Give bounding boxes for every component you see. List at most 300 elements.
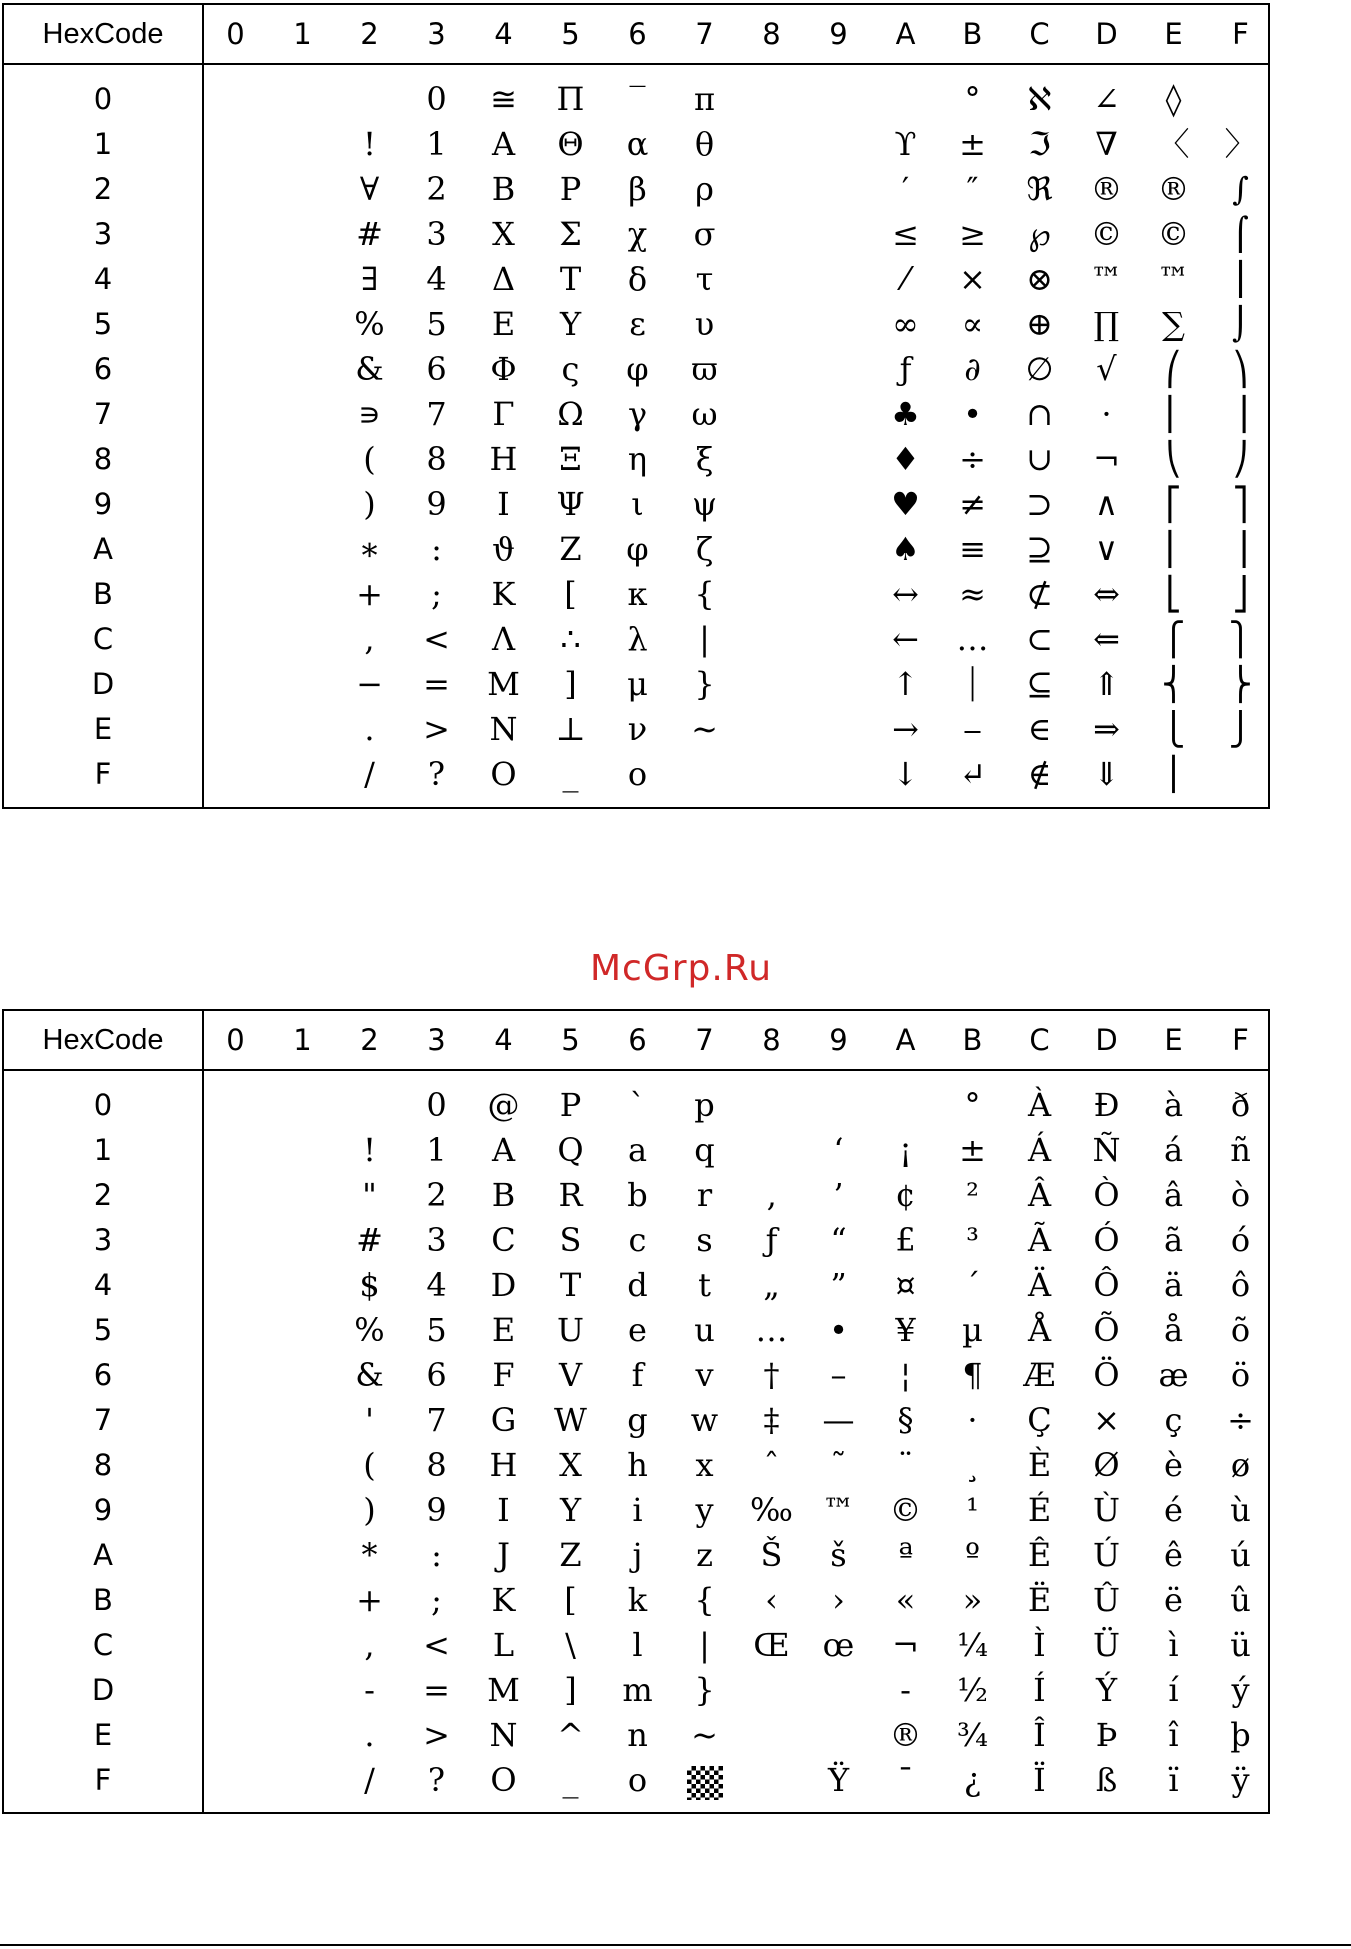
char-cell: ¾ [956, 1716, 988, 1754]
char-cell: : [431, 530, 442, 568]
char-cell: î [1168, 1716, 1179, 1754]
char-cell: < [423, 1626, 450, 1664]
char-cell: Œ [753, 1626, 790, 1664]
char-cell: Y [559, 1491, 582, 1529]
char-cell: Ã [1027, 1221, 1052, 1259]
char-cell: φ [626, 350, 649, 388]
char-cell: ™ [822, 1491, 855, 1529]
row-header: 8 [93, 1448, 113, 1482]
char-cell: Ë [1027, 1581, 1052, 1619]
char-cell: ⎧ [1161, 620, 1186, 658]
row-header: A [93, 1538, 113, 1572]
char-cell: θ [694, 125, 715, 163]
char-cell: δ [627, 260, 648, 298]
char-cell: { [694, 575, 715, 613]
char-cell: ≥ [959, 215, 986, 253]
column-header: 3 [427, 1023, 446, 1057]
char-cell: Ì [1033, 1626, 1046, 1664]
char-cell: g [627, 1401, 648, 1439]
char-cell: 3 [426, 1221, 447, 1259]
char-cell: ä [1163, 1266, 1184, 1304]
row-header: 5 [93, 307, 113, 341]
char-cell: Ν [489, 710, 518, 748]
char-cell: ¤ [895, 1266, 916, 1304]
char-cell: ! [363, 125, 376, 163]
char-cell: _ [562, 755, 579, 793]
char-cell: Α [491, 125, 516, 163]
char-cell: ≠ [959, 485, 986, 523]
char-cell: ∩ [1026, 395, 1053, 433]
char-cell: y [695, 1491, 714, 1529]
char-cell: ϑ [492, 530, 515, 568]
char-cell: ″ [966, 170, 979, 208]
char-cell: M [487, 1671, 520, 1709]
char-cell: ∑ [1162, 305, 1185, 343]
char-cell: ⎠ [1232, 440, 1249, 478]
char-cell: V [558, 1356, 583, 1394]
char-cell: ∈ [1027, 710, 1052, 748]
char-cell: Ï [1033, 1761, 1046, 1799]
char-cell: ⇓ [1093, 755, 1120, 793]
char-cell: e [628, 1311, 647, 1349]
char-cell: ∇ [1095, 125, 1118, 163]
char-cell: ♥ [891, 485, 920, 523]
column-header: A [895, 17, 916, 51]
char-cell: ∧ [1094, 485, 1119, 523]
char-cell: ∨ [1094, 530, 1119, 568]
char-cell: É [1027, 1491, 1052, 1529]
column-header: F [1232, 17, 1249, 51]
char-cell: l [632, 1626, 643, 1664]
column-header: 5 [561, 17, 580, 51]
char-cell: b [627, 1176, 648, 1214]
char-cell: ι [631, 485, 644, 523]
char-cell: è [1164, 1446, 1183, 1484]
char-cell: ¬ [1093, 440, 1120, 478]
char-cell: Ρ [559, 170, 582, 208]
char-cell: „ [763, 1266, 780, 1304]
char-cell: $ [359, 1266, 380, 1304]
char-cell: ‹ [765, 1581, 778, 1619]
char-cell: 0 [426, 1086, 447, 1124]
char-cell: Í [1033, 1671, 1046, 1709]
row-header: B [93, 577, 113, 611]
char-cell: d [627, 1266, 648, 1304]
char-cell: 〈 [1157, 125, 1190, 163]
char-cell: Ò [1093, 1176, 1120, 1214]
char-cell: [ [564, 575, 577, 613]
char-cell: ª [897, 1536, 914, 1574]
char-cell: ° [964, 80, 981, 118]
char-cell: § [897, 1401, 914, 1439]
char-cell: o [627, 1761, 648, 1799]
char-cell: ’ [833, 1176, 844, 1214]
char-cell: Τ [559, 260, 582, 298]
char-cell: ⎣ [1165, 575, 1182, 613]
char-cell: ⎛ [1165, 350, 1182, 388]
char-cell: © [889, 1491, 922, 1529]
column-header: C [1029, 1023, 1050, 1057]
char-cell: & [355, 1356, 384, 1394]
char-cell: G [490, 1401, 517, 1439]
char-cell: [ [564, 1581, 577, 1619]
char-cell: ↔ [892, 575, 919, 613]
char-cell: à [1163, 1086, 1184, 1124]
column-header: E [1164, 1023, 1183, 1057]
char-cell: # [356, 1221, 383, 1259]
char-cell: x [695, 1446, 714, 1484]
char-cell: Μ [487, 665, 520, 703]
char-cell: 6 [426, 350, 447, 388]
char-cell: ^ [557, 1716, 584, 1754]
char-cell: ‚ [766, 1176, 777, 1214]
column-divider [202, 1011, 204, 1812]
char-cell: Ô [1093, 1266, 1120, 1304]
char-cell: 0 [426, 80, 447, 118]
row-header: D [91, 1673, 115, 1707]
char-cell: ó [1230, 1221, 1251, 1259]
char-cell: * [361, 1536, 378, 1574]
column-header: 9 [829, 1023, 848, 1057]
char-cell: 8 [426, 440, 447, 478]
char-cell: Ξ [559, 440, 582, 478]
column-header: 4 [494, 17, 513, 51]
char-cell: + [356, 575, 383, 613]
char-cell: ] [564, 1671, 577, 1709]
char-cell: ♦ [891, 440, 920, 478]
column-header: 0 [226, 17, 245, 51]
char-cell: ⌡ [1232, 305, 1249, 343]
char-cell: ⎞ [1232, 350, 1249, 388]
char-cell: Ù [1093, 1491, 1120, 1529]
char-cell: ± [959, 125, 986, 163]
char-cell: û [1230, 1581, 1251, 1619]
column-header: D [1095, 17, 1118, 51]
char-cell: Þ [1095, 1716, 1118, 1754]
char-cell: ü [1230, 1626, 1251, 1664]
char-cell: ∫ [1232, 170, 1249, 208]
char-cell: m [622, 1671, 653, 1709]
char-cell: X [559, 1446, 582, 1484]
char-cell: ( [363, 440, 376, 478]
symbol-character-table [2, 3, 1270, 809]
row-header: A [93, 532, 113, 566]
row-header: 7 [93, 397, 113, 431]
char-cell: ⎬ [1228, 665, 1253, 703]
char-cell: ∗ [358, 530, 381, 568]
char-cell: é [1164, 1491, 1183, 1529]
row-header: F [94, 1763, 112, 1797]
char-cell: − [356, 665, 383, 703]
char-cell: 8 [426, 1446, 447, 1484]
column-header: 3 [427, 17, 446, 51]
char-cell: º [964, 1536, 981, 1574]
char-cell: ] [564, 665, 577, 703]
char-cell: Σ [559, 215, 582, 253]
char-cell: ) [363, 1491, 376, 1529]
char-cell: i [632, 1491, 643, 1529]
char-cell: Ω [557, 395, 584, 433]
char-cell: Γ [492, 395, 515, 433]
char-cell: N [489, 1716, 518, 1754]
char-cell: I [497, 1491, 510, 1529]
char-cell: K [491, 1581, 516, 1619]
char-cell: β [628, 170, 647, 208]
char-cell: µ [962, 1311, 983, 1349]
row-header: 3 [93, 217, 113, 251]
shade-block-icon [687, 1766, 723, 1800]
column-header: 7 [695, 1023, 714, 1057]
char-cell: Ο [490, 755, 517, 793]
char-cell: A [491, 1131, 516, 1169]
row-header: 4 [93, 1268, 113, 1302]
char-cell: ¹ [966, 1491, 979, 1529]
char-cell: . [364, 710, 375, 748]
char-cell: • [829, 1311, 848, 1349]
char-cell: Ý [1095, 1671, 1118, 1709]
char-cell: : [431, 1536, 442, 1574]
char-cell: ο [627, 755, 648, 793]
char-cell: ⎭ [1228, 710, 1253, 748]
char-cell: / [364, 755, 375, 793]
char-cell: ⎦ [1232, 575, 1249, 613]
column-header: 6 [628, 1023, 647, 1057]
char-cell: þ [1230, 1716, 1251, 1754]
char-cell: ™ [1157, 260, 1190, 298]
column-header: E [1164, 17, 1183, 51]
char-cell: ⎝ [1165, 440, 1182, 478]
char-cell: 1 [426, 125, 447, 163]
char-cell: π [693, 80, 716, 118]
char-cell: ‾ [629, 80, 646, 118]
row-header: E [93, 1718, 113, 1752]
char-cell: Ι [497, 485, 510, 523]
char-cell: | [699, 1626, 710, 1664]
char-cell: õ [1230, 1311, 1251, 1349]
char-cell: u [694, 1311, 715, 1349]
row-header: 3 [93, 1223, 113, 1257]
column-header: 8 [762, 17, 781, 51]
char-cell: ² [966, 1176, 979, 1214]
char-cell: 6 [426, 1356, 447, 1394]
char-cell: Φ [490, 350, 517, 388]
char-cell: a [627, 1131, 648, 1169]
char-cell: ∂ [964, 350, 981, 388]
char-cell: { [694, 1581, 715, 1619]
char-cell: ε [629, 305, 646, 343]
char-cell: 4 [426, 260, 447, 298]
char-cell: & [355, 350, 384, 388]
char-cell: Â [1027, 1176, 1052, 1214]
row-header: 1 [93, 1133, 113, 1167]
char-cell: ÷ [959, 440, 986, 478]
char-cell: Ó [1093, 1221, 1120, 1259]
char-cell: ‰ [750, 1491, 793, 1529]
char-cell: ¥ [895, 1311, 916, 1349]
char-cell: ∴ [560, 620, 581, 658]
char-cell: ¦ [900, 1356, 911, 1394]
char-cell: † [763, 1356, 780, 1394]
char-cell: v [695, 1356, 714, 1394]
column-header: 4 [494, 1023, 513, 1057]
char-cell: ρ [695, 170, 714, 208]
char-cell: J [497, 1536, 510, 1574]
char-cell: Ü [1093, 1626, 1120, 1664]
char-cell: ℑ [1028, 125, 1051, 163]
char-cell: ´ [964, 1266, 981, 1304]
char-cell: % [354, 305, 385, 343]
char-cell: ⊕ [1026, 305, 1053, 343]
char-cell: Û [1093, 1581, 1120, 1619]
column-header: 1 [293, 1023, 312, 1057]
char-cell: κ [627, 575, 648, 613]
char-cell: ↵ [959, 755, 986, 793]
column-header: B [962, 17, 983, 51]
char-cell: 〉 [1224, 125, 1257, 163]
char-cell: 2 [426, 1176, 447, 1214]
char-cell: ã [1163, 1221, 1184, 1259]
char-cell: ( [363, 1446, 376, 1484]
char-cell: ↓ [892, 755, 919, 793]
char-cell: © [1157, 215, 1190, 253]
char-cell: ¿ [963, 1761, 982, 1799]
column-header: A [895, 1023, 916, 1057]
char-cell: £ [895, 1221, 916, 1259]
char-cell: φ [626, 530, 649, 568]
row-header: 9 [93, 487, 113, 521]
char-cell: ¡ [899, 1131, 912, 1169]
char-cell: ± [959, 1131, 986, 1169]
char-cell: Ø [1093, 1446, 1120, 1484]
char-cell: ⋅ [1101, 395, 1112, 433]
char-cell: ξ [695, 440, 714, 478]
char-cell: ® [889, 1716, 922, 1754]
char-cell: ˜ [830, 1446, 847, 1484]
char-cell: Ä [1027, 1266, 1052, 1304]
char-cell: 9 [426, 1491, 447, 1529]
char-cell: • [963, 395, 982, 433]
char-cell: p [694, 1086, 715, 1124]
char-cell: , [364, 1626, 375, 1664]
char-cell: ⇔ [1093, 575, 1120, 613]
char-cell: j [632, 1536, 643, 1574]
char-cell: Q [557, 1131, 584, 1169]
char-cell: T [559, 1266, 582, 1304]
char-cell: _ [562, 1761, 579, 1799]
char-cell: ì [1168, 1626, 1179, 1664]
char-cell: ! [363, 1131, 376, 1169]
char-cell: Υ [559, 305, 582, 343]
char-cell: ∠ [1093, 80, 1120, 118]
char-cell: ≤ [892, 215, 919, 253]
char-cell: ; [431, 575, 442, 613]
char-cell: ë [1164, 1581, 1183, 1619]
char-cell: Î [1033, 1716, 1046, 1754]
latin-character-table [2, 1009, 1270, 1814]
char-cell: C [491, 1221, 516, 1259]
char-cell: ƒ [765, 1221, 778, 1259]
row-header: E [93, 712, 113, 746]
char-cell: } [694, 665, 715, 703]
char-cell: D [490, 1266, 517, 1304]
char-cell: ¸ [964, 1446, 981, 1484]
row-header: 1 [93, 127, 113, 161]
char-cell: ⇑ [1093, 665, 1120, 703]
char-cell: ø [1230, 1446, 1251, 1484]
char-cell: ß [1095, 1761, 1118, 1799]
char-cell: ê [1164, 1536, 1183, 1574]
char-cell: - [900, 1671, 911, 1709]
char-cell: 9 [426, 485, 447, 523]
char-cell: í [1168, 1671, 1179, 1709]
char-cell: ⊄ [1026, 575, 1053, 613]
row-header: C [92, 1628, 114, 1662]
char-cell: η [627, 440, 648, 478]
char-cell: — [822, 1401, 855, 1439]
char-cell: ï [1168, 1761, 1179, 1799]
char-cell: ω [691, 395, 718, 433]
char-cell: ô [1230, 1266, 1251, 1304]
row-header: 2 [93, 1178, 113, 1212]
char-cell: ∅ [1025, 350, 1054, 388]
char-cell: ÿ [1231, 1761, 1250, 1799]
char-cell: h [627, 1446, 648, 1484]
char-cell: L [492, 1626, 515, 1664]
char-cell: Å [1027, 1311, 1052, 1349]
char-cell: ù [1230, 1491, 1251, 1529]
char-cell: ⊥ [555, 710, 586, 748]
char-cell: Ñ [1092, 1131, 1121, 1169]
char-cell: ≡ [959, 530, 986, 568]
char-cell: â [1163, 1176, 1184, 1214]
char-cell: R [558, 1176, 583, 1214]
char-cell: ψ [691, 485, 718, 523]
char-cell: ¬ [892, 1626, 919, 1664]
column-header: 9 [829, 17, 848, 51]
char-cell: ⎮ [1232, 260, 1249, 298]
char-cell: ‡ [763, 1401, 780, 1439]
char-cell: 7 [426, 395, 447, 433]
char-cell: Ú [1093, 1536, 1120, 1574]
char-cell: " [362, 1176, 377, 1214]
char-cell: ⊃ [1026, 485, 1053, 523]
char-cell: ϖ [691, 350, 718, 388]
char-cell: ⎡ [1165, 485, 1182, 523]
char-cell: ⊗ [1026, 260, 1053, 298]
char-cell: á [1163, 1131, 1184, 1169]
char-cell: λ [627, 620, 648, 658]
char-cell: < [423, 620, 450, 658]
char-cell: › [832, 1581, 845, 1619]
char-cell: ≈ [959, 575, 986, 613]
char-cell: B [491, 1176, 516, 1214]
char-cell: √ [1096, 350, 1117, 388]
row-header: F [94, 757, 112, 791]
char-cell: Θ [557, 125, 584, 163]
char-cell: À [1027, 1086, 1052, 1124]
char-cell: S [559, 1221, 582, 1259]
char-cell: ò [1230, 1176, 1251, 1214]
char-cell: ¯ [897, 1761, 914, 1799]
char-cell: ♣ [891, 395, 920, 433]
char-cell: ′ [901, 170, 910, 208]
char-cell: ← [892, 620, 919, 658]
char-cell: æ [1158, 1356, 1189, 1394]
char-cell: 7 [426, 1401, 447, 1439]
row-header: B [93, 1583, 113, 1617]
char-cell: s [696, 1221, 713, 1259]
char-cell: Π [556, 80, 585, 118]
